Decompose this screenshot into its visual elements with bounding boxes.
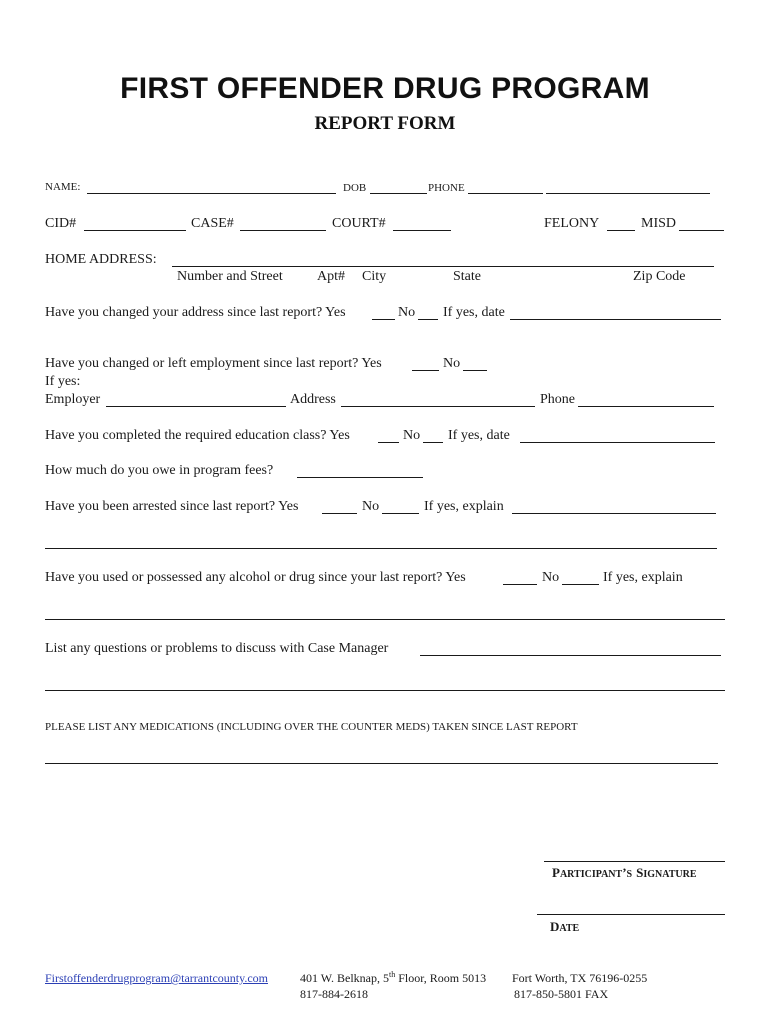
employer-phone-label: Phone bbox=[540, 392, 575, 407]
education-no-field[interactable] bbox=[423, 442, 443, 443]
employment-yes-field[interactable] bbox=[412, 370, 439, 371]
address-changed-yes-field[interactable] bbox=[372, 319, 395, 320]
arrested-yes-field[interactable] bbox=[322, 513, 357, 514]
education-if-yes-label: If yes, date bbox=[448, 428, 510, 443]
cid-label: CID# bbox=[45, 216, 77, 231]
misd-field[interactable] bbox=[679, 230, 724, 231]
question-fees-owed: How much do you owe in program fees? bbox=[45, 463, 274, 478]
question-substance-use: Have you used or possessed any alcohol or drug since your last report? Yes bbox=[45, 570, 466, 585]
employer-address-field[interactable] bbox=[341, 406, 535, 407]
home-address-field[interactable] bbox=[172, 266, 714, 267]
address-changed-if-yes-label: If yes, date bbox=[443, 305, 505, 320]
felony-field[interactable] bbox=[607, 230, 635, 231]
employer-phone-field[interactable] bbox=[578, 406, 714, 407]
question-education-class: Have you completed the required education class? Yes bbox=[45, 428, 350, 443]
address-changed-no-field[interactable] bbox=[418, 319, 438, 320]
address-part-city: City bbox=[362, 269, 387, 284]
employer-address-label: Address bbox=[290, 392, 336, 407]
footer-phone: 817-884-2618 bbox=[300, 987, 368, 1001]
name-field[interactable] bbox=[87, 193, 336, 194]
employment-if-yes-label: If yes: bbox=[45, 374, 81, 389]
misd-label: MISD bbox=[641, 216, 677, 231]
participant-signature-label: PARTICIPANT’S SIGNATURE bbox=[552, 865, 697, 880]
medications-field[interactable] bbox=[45, 763, 718, 764]
substance-no-field[interactable] bbox=[562, 584, 599, 585]
case-manager-line-2[interactable] bbox=[45, 690, 725, 691]
education-no-label: No bbox=[403, 428, 421, 443]
substance-if-yes-label: If yes, explain bbox=[603, 570, 683, 585]
phone-field-extra[interactable] bbox=[546, 193, 710, 194]
address-part-zip: Zip Code bbox=[633, 269, 686, 284]
case-field[interactable] bbox=[240, 230, 326, 231]
question-medications: PLEASE LIST ANY MEDICATIONS (INCLUDING OVER THE COUNTER MEDS) TAKEN SINCE LAST REPORT bbox=[45, 721, 578, 733]
case-label: CASE# bbox=[191, 216, 234, 231]
arrested-if-yes-label: If yes, explain bbox=[424, 499, 504, 514]
phone-field[interactable] bbox=[468, 193, 543, 194]
substance-explain-line[interactable] bbox=[45, 619, 725, 620]
footer-email-link[interactable]: Firstoffenderdrugprogram@tarrantcounty.com bbox=[45, 971, 268, 985]
cid-field[interactable] bbox=[84, 230, 186, 231]
address-part-state: State bbox=[453, 269, 481, 284]
footer-fax: 817-850-5801 FAX bbox=[514, 987, 609, 1001]
substance-yes-field[interactable] bbox=[503, 584, 537, 585]
arrested-explain-line-2[interactable] bbox=[45, 548, 717, 549]
substance-no-label: No bbox=[542, 570, 560, 585]
home-address-label: HOME ADDRESS: bbox=[45, 252, 157, 267]
case-manager-field[interactable] bbox=[420, 655, 721, 656]
address-changed-date-field[interactable] bbox=[510, 319, 721, 320]
education-yes-field[interactable] bbox=[378, 442, 399, 443]
question-employment-changed: Have you changed or left employment since last report? Yes bbox=[45, 356, 382, 371]
question-address-changed: Have you changed your address since last report? Yes bbox=[45, 305, 346, 320]
arrested-explain-field[interactable] bbox=[512, 513, 716, 514]
employer-label: Employer bbox=[45, 392, 101, 407]
participant-signature-field[interactable] bbox=[544, 861, 725, 862]
address-changed-no-label: No bbox=[398, 305, 416, 320]
address-part-apt: Apt# bbox=[317, 269, 345, 284]
question-case-manager: List any questions or problems to discuss with Case Manager bbox=[45, 641, 389, 656]
education-date-field[interactable] bbox=[520, 442, 715, 443]
question-arrested: Have you been arrested since last report? Yes bbox=[45, 499, 299, 514]
arrested-no-field[interactable] bbox=[382, 513, 419, 514]
form-title: FIRST OFFENDER DRUG PROGRAM bbox=[120, 72, 650, 105]
footer-city: Fort Worth, TX 76196-0255 bbox=[512, 971, 648, 985]
court-label: COURT# bbox=[332, 216, 386, 231]
court-field[interactable] bbox=[393, 230, 451, 231]
phone-label: PHONE bbox=[428, 182, 465, 194]
employment-no-field[interactable] bbox=[463, 370, 487, 371]
form-subtitle: REPORT FORM bbox=[314, 113, 456, 134]
name-label: NAME: bbox=[45, 181, 81, 193]
dob-field[interactable] bbox=[370, 193, 427, 194]
dob-label: DOB bbox=[343, 182, 367, 194]
arrested-no-label: No bbox=[362, 499, 380, 514]
date-signature-field[interactable] bbox=[537, 914, 725, 915]
date-signature-label: DATE bbox=[550, 919, 580, 934]
footer-address: 401 W. Belknap, 5th Floor, Room 5013 bbox=[300, 970, 487, 985]
fees-owed-field[interactable] bbox=[297, 477, 423, 478]
employment-no-label: No bbox=[443, 356, 461, 371]
felony-label: FELONY bbox=[544, 216, 600, 231]
address-part-street: Number and Street bbox=[177, 269, 283, 284]
employer-field[interactable] bbox=[106, 406, 286, 407]
